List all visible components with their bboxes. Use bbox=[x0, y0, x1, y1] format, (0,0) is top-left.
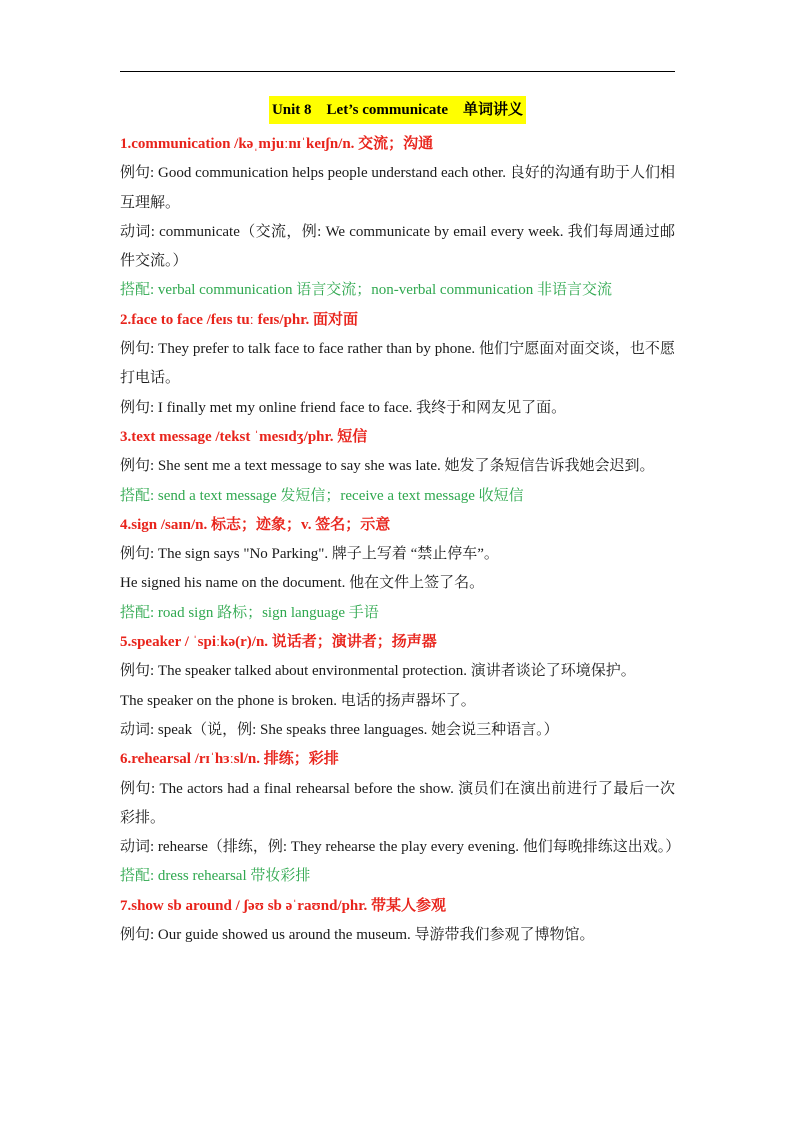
collocation: 搭配: verbal communication 语言交流；non-verbal communication 非语言交流 bbox=[120, 282, 612, 299]
example-sentence: He signed his name on the document. 他在文件上签了名。 bbox=[120, 575, 485, 592]
collocation: 搭配: dress rehearsal 带妆彩排 bbox=[120, 868, 311, 885]
entry-headword: 2.face to face /feɪs tuː feɪs/phr. 面对面 bbox=[120, 311, 359, 328]
example-sentence: 例句: The actors had a final rehearsal before the show. 演员们在演出前进行了最后一次彩排。 bbox=[120, 780, 675, 826]
entry-headword: 4.sign /saɪn/n. 标志；迹象；v. 签名；示意 bbox=[120, 516, 391, 533]
collocation: 搭配: road sign 路标；sign language 手语 bbox=[120, 604, 379, 621]
header-rule bbox=[120, 71, 675, 72]
example-sentence: The speaker on the phone is broken. 电话的扬声器坏了。 bbox=[120, 692, 476, 709]
entry-headword: 7.show sb around / ʃəʊ sb əˈraʊnd/phr. 带某人参观 bbox=[120, 897, 447, 914]
example-sentence: 例句: She sent me a text message to say she was late. 她发了条短信告诉我她会迟到。 bbox=[120, 458, 655, 475]
example-sentence: 例句: The speaker talked about environmental protection. 演讲者谈论了环境保护。 bbox=[120, 663, 636, 680]
verb-form: 动词: rehearse（排练，例: They rehearse the play every evening. 他们每晚排练这出戏。） bbox=[120, 839, 681, 856]
entry-headword: 6.rehearsal /rɪˈhɜːsl/n. 排练；彩排 bbox=[120, 751, 339, 768]
example-sentence: 例句: Good communication helps people understand each other. 良好的沟通有助于人们相互理解。 bbox=[120, 165, 675, 211]
example-sentence: 例句: The sign says "No Parking". 牌子上写着 “禁止停车”。 bbox=[120, 546, 499, 563]
example-sentence: 例句: They prefer to talk face to face rather than by phone. 他们宁愿面对面交谈，也不愿打电话。 bbox=[120, 341, 675, 387]
vocabulary-handout bbox=[120, 96, 681, 950]
entry-headword: 3.text message /tekst ˈmesɪdʒ/phr. 短信 bbox=[120, 428, 368, 445]
example-sentence: 例句: I finally met my online friend face to face. 我终于和网友见了面。 bbox=[120, 399, 567, 416]
page-title: Unit 8 Let’s communicate 单词讲义 bbox=[269, 96, 526, 124]
verb-form: 动词: communicate（交流，例: We communicate by email every week. 我们每周通过邮件交流。） bbox=[120, 223, 675, 270]
verb-form: 动词: speak（说，例: She speaks three languages. 她会说三种语言。） bbox=[120, 721, 559, 738]
example-sentence: 例句: Our guide showed us around the museum. 导游带我们参观了博物馆。 bbox=[120, 927, 595, 944]
collocation: 搭配: send a text message 发短信；receive a text message 收短信 bbox=[120, 487, 524, 504]
title-row bbox=[120, 96, 675, 130]
entry-headword: 1.communication /kəˌmjuːnɪˈkeɪʃn/n. 交流；沟通 bbox=[120, 136, 434, 152]
entry-headword: 5.speaker / ˈspiːkə(r)/n. 说话者；演讲者；扬声器 bbox=[120, 634, 437, 651]
